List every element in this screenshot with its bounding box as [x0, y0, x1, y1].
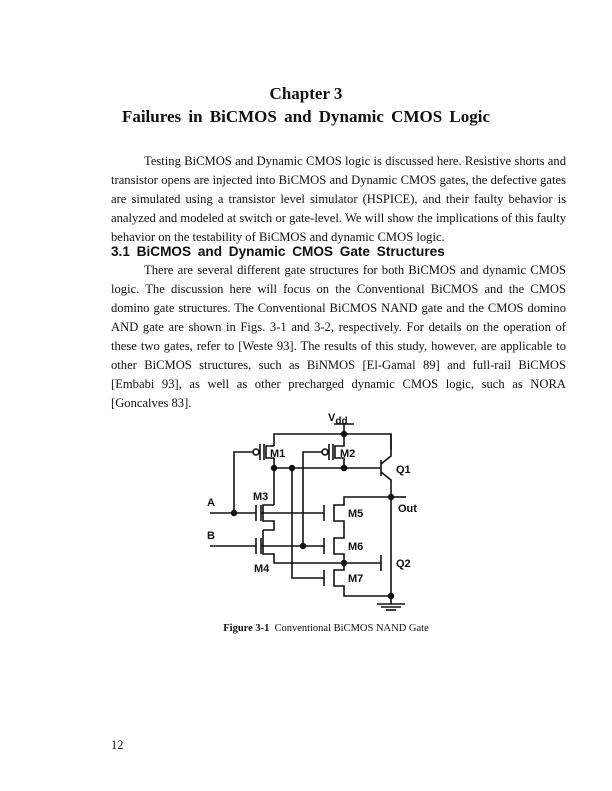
figure-caption	[0, 623, 612, 634]
m6-label: M6	[348, 541, 364, 553]
q1-label: Q1	[396, 464, 411, 476]
m7-label: M7	[348, 573, 364, 585]
input-b-label: B	[207, 530, 215, 542]
vdd-label: Vdd	[328, 412, 348, 427]
m2-label: M2	[340, 448, 356, 460]
section-text: There are several different gate structures for both BiCMOS and dynamic CMOS logic. The discussion here will focus on the Conventional BiCMOS and the CMOS domino gate structures. The Conventional BiCMOS NAND gate and the CMOS domino AND gate are shown in Figs. 3-1 and 3-2, respectively. For details on the operation of these two gates, refer to [Weste 93]. The results of this study, however, are applicable to other BiCMOS structures, such as BiNMOS [El-Gamal 89] and full-rail BiCMOS [Embabi 93], as well as other precharged dynamic CMOS logic, such as NORA [Goncalves 83].	[111, 263, 566, 410]
m1-label: M1	[270, 448, 286, 460]
chapter-number: Chapter 3	[269, 84, 343, 103]
caption-number: Figure 3-1	[223, 623, 270, 634]
m4-label: M4	[254, 563, 270, 575]
output-label: Out	[398, 503, 417, 515]
section-heading: 3.1 BiCMOS and Dynamic CMOS Gate Structures	[111, 244, 445, 259]
intro-text: Testing BiCMOS and Dynamic CMOS logic is discussed here. Resistive shorts and transistor opens are injected into BiCMOS and Dynamic CMOS gates, the defective gates are simulated using a transistor level simulator (HSPICE), and their faulty behavior is analyzed and modeled at switch or gate-level. We will show the implications of this faulty behavior on the testability of BiCMOS and dynamic CMOS logic.	[111, 154, 566, 244]
m3-label: M3	[253, 491, 269, 503]
q2-label: Q2	[396, 558, 411, 570]
chapter-title: Failures in BiCMOS and Dynamic CMOS Logic	[121, 107, 491, 126]
page-number: 12	[111, 738, 124, 752]
caption-text: Conventional BiCMOS NAND Gate	[274, 623, 429, 634]
input-a-label: A	[207, 497, 215, 509]
m5-label: M5	[348, 508, 364, 520]
